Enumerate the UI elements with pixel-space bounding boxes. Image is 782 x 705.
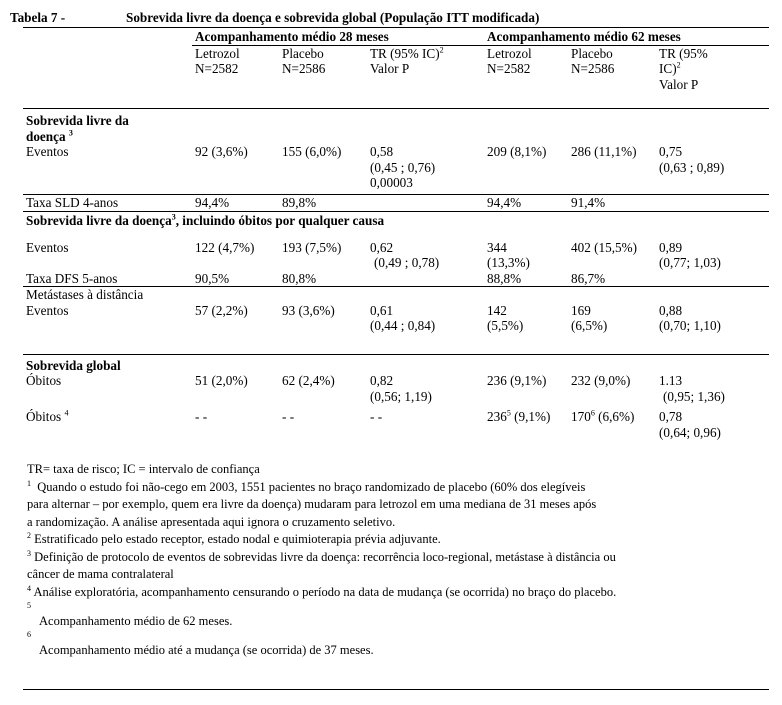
table-number: Tabela 7 - [10,10,66,25]
header-tr-28: TR (95% IC)$^2$ Valor P [367,45,484,109]
header-tr-62: TR (95% IC)$^2$ Valor P [656,45,769,109]
footnote-1: $^1$ Quando o estudo foi não-cego em 2003, 1551 pacientes no braço randomizado de placebo (60% dos elegíveis [27,478,586,494]
footnote-5: 5 [27,600,31,610]
header-group-row [23,28,769,46]
section-sld-title-row [23,109,769,145]
footnote-4: $^4$ Análise exploratória, acompanhamento censurando o período na data de mudança (se ocorrida) no braço do placebo. [27,583,617,599]
section-title: Sobrevida livre da doença $^3$ [26,113,129,144]
footnote-3: $^3$ Definição de protocolo de eventos de sobrevidas livre da doença: recorrência loco-regional, metástase à distância ou [27,548,616,564]
section-sld-all-title-row [23,211,769,240]
header-letrozol-28: Letrozol N=2582 [192,45,279,109]
section-title: Sobrevida global [26,357,121,373]
section-global-title-row [23,354,769,373]
table-row: Taxa SLD 4-anos 94,4% 89,8% 94,4% 91,4% [23,195,769,212]
header-placebo-62: Placebo N=2586 [568,45,656,109]
table-title: Sobrevida livre da doença e sobrevida global (População ITT modificada) [126,10,540,25]
footnote-abbreviations: TR= taxa de risco; IC = intervalo de confiança [27,462,260,476]
table-row: Taxa DFS 5-anos 90,5% 80,8% 88,8% 86,7% [23,271,769,287]
header-placebo-28: Placebo N=2586 [279,45,367,109]
header-columns-row [23,45,769,109]
header-group-62: Acompanhamento médio 62 meses [484,28,769,46]
table-row: Metástases à distância [26,287,144,302]
table-row: Eventos 57 (2,2%) 93 (3,6%) 0,61 (0,44 ; 0,84) 142 (5,5%) 169 (6,5%) 0,88 (0,70; 1,10) [23,303,769,355]
table-row: Óbitos $^4$ - - - - - - $236^5$ (9,1%) $170^6$ (6,6%) 0,78 (0,64; 0,96) [26,408,721,440]
table-row: Eventos 122 (4,7%) 193 (7,5%) 0,62 (0,49 ; 0,78) 344 (13,3%) 402 (15,5%) 0,89 (0,77; 1,03) [26,239,721,270]
table-row: Óbitos 51 (2,0%) 62 (2,4%) 0,82 (0,56; 1,19) 236 (9,1%) 232 (9,0%) 1.13 (0,95; 1,36) [26,373,725,404]
header-group-28: Acompanhamento médio 28 meses [192,28,484,46]
footnotes: TR= taxa de risco; IC = intervalo de confiança $^1$ Quando o estudo foi não-cego em 2003, 1551 pacientes no braço randomizado de placebo (60% dos elegíveis para alternar – por exemplo, quem era livre da doença) mudaram para letrozol em uma mediana de 31 meses após a randomização. A análise apresentada aqui ignora o cruzamento seletivo. $^2$ Estratificado pelo estado receptor, estado nodal e quimioterapia prévia adjuvante. $^3$ Definição de protocolo de eventos de sobrevidas livre da doença: recorrência loco-regional, metástase à distância ou câncer de mama contralateral $^4$ Análise exploratória, acompanhamento censurando o período na data de mudança (se ocorrida) no braço do placebo. $^5$ Acompanhamento médio de 62 meses. $^6$ Acompanhamento médio até a mudança (se ocorrida) de 37 meses. [27,461,772,659]
table-row: Eventos 92 (3,6%) 155 (6,0%) 0,58 (0,45 ; 0,76) 0,00003 209 (8,1%) 286 (11,1%) 0,75 (0,63 ; 0,89) [26,144,725,190]
bottom-rule [23,689,769,690]
header-letrozol-62: Letrozol N=2582 [484,45,568,109]
survival-table [23,27,769,443]
table-caption [10,10,539,26]
footnote-2: $^2$ Estratificado pelo estado receptor, estado nodal e quimioterapia prévia adjuvante. [27,530,441,546]
section-title: Sobrevida livre da doença$^3$, incluindo óbitos por qualquer causa [26,212,385,228]
footnote-6: 6 [27,629,31,639]
